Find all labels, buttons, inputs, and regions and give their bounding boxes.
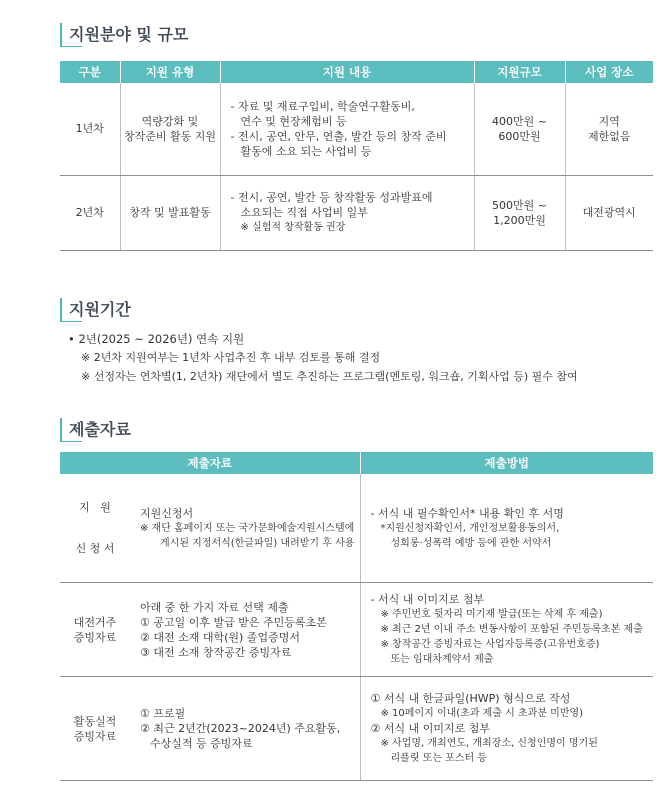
- table-row: [60, 83, 653, 175]
- support-field-table: [60, 61, 653, 251]
- doc-list: 지원신청서 ※ 재단 홈페이지 또는 국가문화예술지원시스템에 게시된 지정서식(한글파일) 내려받기 후 사용: [130, 474, 360, 583]
- period-bullet: • 2년(2025 ~ 2026년) 연속 지원: [68, 332, 245, 346]
- header-support-content: 지원 내용: [220, 61, 474, 83]
- row-year: 1년차: [60, 83, 120, 175]
- table-row: [60, 583, 653, 677]
- header-method: 제출방법: [360, 452, 653, 474]
- doc-method: - 서식 내 이미지로 첨부 ※ 주민번호 뒷자리 미기재 발급(또는 삭제 후 제출) ※ 최근 2년 이내 주소 변동사항이 포함된 주민등록초본 제출 ※ 창작공간 증빙자료는 사업자등록증(고유번호증) 또는 임대차계약서 제출: [360, 583, 653, 677]
- doc-list: 아래 중 한 가지 자료 선택 제출 ① 공고일 이후 발급 받은 주민등록초본 ② 대전 소재 대학(원) 졸업증명서 ③ 대전 소재 창작공간 증빙자료: [130, 583, 360, 677]
- section-title-support-field: 지원분야 및 규모: [60, 23, 188, 47]
- row-scale: 400만원 ~ 600만원: [474, 83, 565, 175]
- row-type: 창작 및 발표활동: [120, 175, 220, 250]
- row-place: 지역 제한없음: [565, 83, 653, 175]
- header-support-type: 지원 유형: [120, 61, 220, 83]
- table-row: [60, 175, 653, 250]
- doc-label: 활동실적 증빙자료: [60, 677, 130, 781]
- header-support-scale: 지원규모: [474, 61, 565, 83]
- period-note: ※ 선정자는 연차별(1, 2년차) 재단에서 별도 추진하는 프로그램(멘토링, 워크숍, 기획사업 등) 필수 참여: [81, 370, 578, 383]
- header-category: 구분: [60, 61, 120, 83]
- table-header-row: [60, 452, 653, 474]
- section-title-support-period: 지원기간: [60, 298, 131, 322]
- period-note: ※ 2년차 지원여부는 1년차 사업추진 후 내부 검토를 통해 결정: [81, 351, 381, 364]
- header-venue: 사업 장소: [565, 61, 653, 83]
- table-header-row: [60, 61, 653, 83]
- doc-label: 대전거주 증빙자료: [60, 583, 130, 677]
- table-row: [60, 677, 653, 781]
- doc-method: - 서식 내 필수확인서* 내용 확인 후 서명 *지원신청자확인서, 개인정보활용동의서, 성희롱·성폭력 예방 등에 관한 서약서: [360, 474, 653, 583]
- row-content: - 전시, 공연, 발간 등 창작활동 성과발표에 소요되는 직접 사업비 일부 ※ 실험적 창작활동 권장: [220, 175, 474, 250]
- row-content: - 자료 및 재료구입비, 학술연구활동비, 연수 및 현장체험비 등 - 전시, 공연, 안무, 연출, 발간 등의 창작 준비 활동에 소요 되는 사업비 등: [220, 83, 474, 175]
- support-period-block: [68, 330, 578, 386]
- row-year: 2년차: [60, 175, 120, 250]
- doc-method: ① 서식 내 한글파일(HWP) 형식으로 작성 ※ 10페이지 이내(초과 제출 시 초과분 미반영) ② 서식 내 이미지로 첨부 ※ 사업명, 개최연도, 개최장소, 신청인명이 명기된 리플릿 또는 포스터 등: [360, 677, 653, 781]
- doc-list: ① 프로필 ② 최근 2년간(2023~2024년) 주요활동, 수상실적 등 증빙자료: [130, 677, 360, 781]
- row-place: 대전광역시: [565, 175, 653, 250]
- row-scale: 500만원 ~ 1,200만원: [474, 175, 565, 250]
- row-type: 역량강화 및 창작준비 활동 지원: [120, 83, 220, 175]
- header-documents: 제출자료: [60, 452, 360, 474]
- submission-table: [60, 452, 653, 781]
- doc-label: 지 원 신 청 서: [60, 474, 130, 583]
- table-row: [60, 474, 653, 583]
- section-title-submission: 제출자료: [60, 418, 131, 442]
